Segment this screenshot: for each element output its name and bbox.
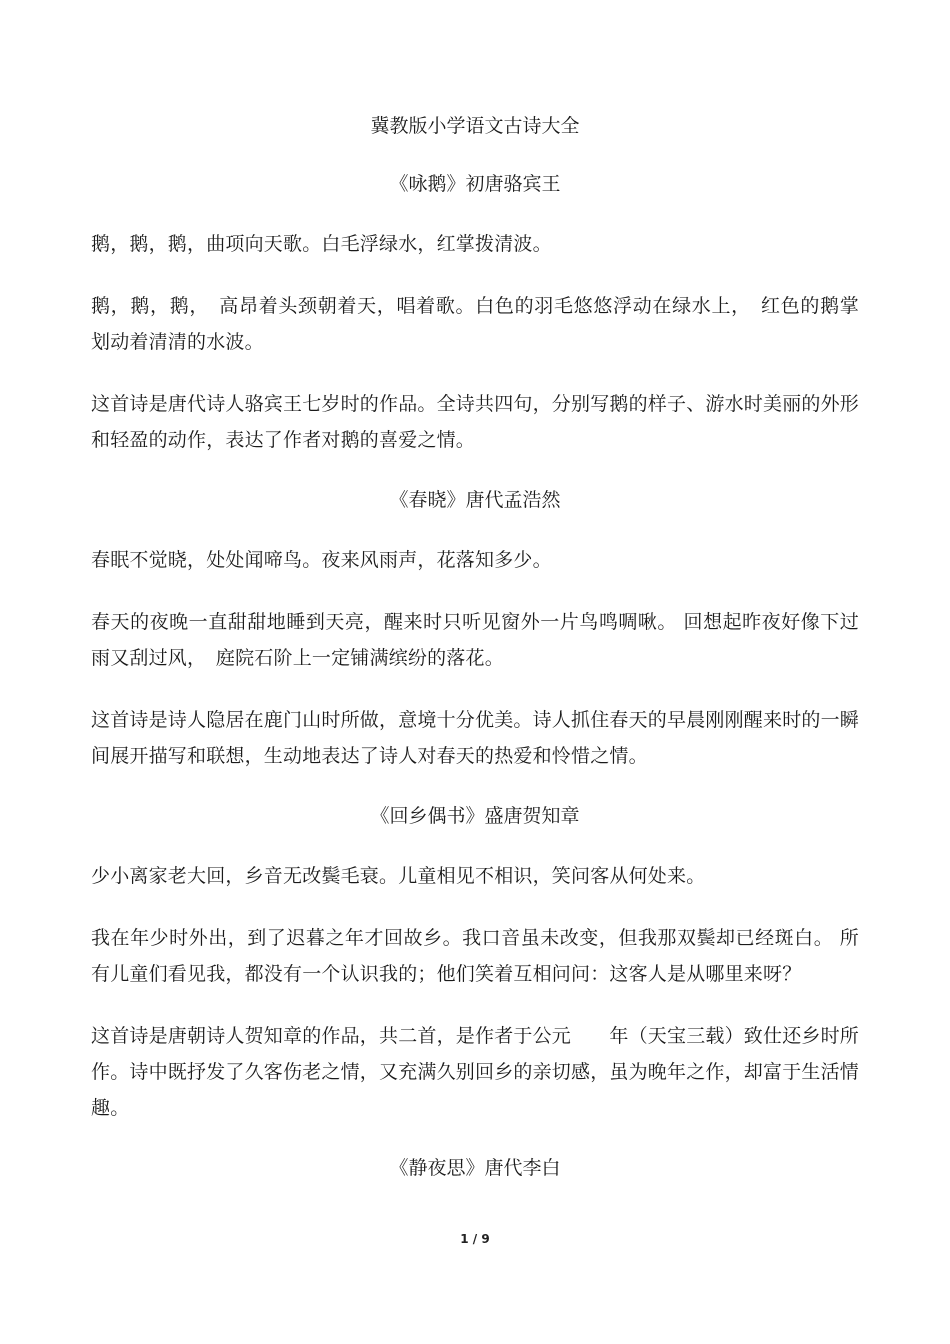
poem-heading: 《咏鹅》初唐骆宾王 [389, 173, 561, 195]
poem-commentary: 这首诗是唐朝诗人贺知章的作品，共二首，是作者于公元 年（天宝三载）致仕还乡时所作。诗中既抒发了久客伤老之情，又充满久别回乡的亲切感，虽为晚年之作，却富于生活情趣。 [91, 1025, 860, 1119]
document-title: 冀教版小学语文古诗大全 [370, 115, 580, 137]
poem-commentary: 这首诗是诗人隐居在鹿门山时所做，意境十分优美。诗人抓住春天的早晨刚刚醒来时的一瞬间展开描写和联想，生动地表达了诗人对春天的热爱和怜惜之情。 [91, 709, 860, 767]
page-number: 1 / 9 [460, 1232, 490, 1246]
document-body [91, 110, 859, 1210]
poem-heading: 《静夜思》唐代李白 [389, 1157, 561, 1179]
poem-text: 春眠不觉晓，处处闻啼鸟。夜来风雨声，花落知多少。 [91, 549, 552, 571]
poem-translation: 春天的夜晚一直甜甜地睡到天亮，醒来时只听见窗外一片鸟鸣啁啾。 回想起昨夜好像下过雨又刮过风， 庭院石阶上一定铺满缤纷的落花。 [91, 611, 859, 669]
poem-text: 少小离家老大回，乡音无改鬓毛衰。儿童相见不相识，笑问客从何处来。 [91, 865, 706, 887]
poem-translation: 我在年少时外出，到了迟暮之年才回故乡。我口音虽未改变，但我那双鬓却已经斑白。 所有儿童们看见我，都没有一个认识我的；他们笑着互相问问：这客人是从哪里来呀？ [91, 927, 859, 985]
poem-heading: 《春晓》唐代孟浩然 [389, 489, 561, 511]
poem-translation: 鹅，鹅，鹅， 高昂着头颈朝着天，唱着歌。白色的羽毛悠悠浮动在绿水上， 红色的鹅掌划动着清清的水波。 [91, 295, 859, 353]
poem-heading: 《回乡偶书》盛唐贺知章 [370, 805, 580, 827]
poem-text: 鹅，鹅，鹅，曲项向天歌。白毛浮绿水，红掌拨清波。 [91, 233, 552, 255]
poem-commentary: 这首诗是唐代诗人骆宾王七岁时的作品。全诗共四句，分别写鹅的样子、游水时美丽的外形和轻盈的动作，表达了作者对鹅的喜爱之情。 [91, 393, 860, 451]
